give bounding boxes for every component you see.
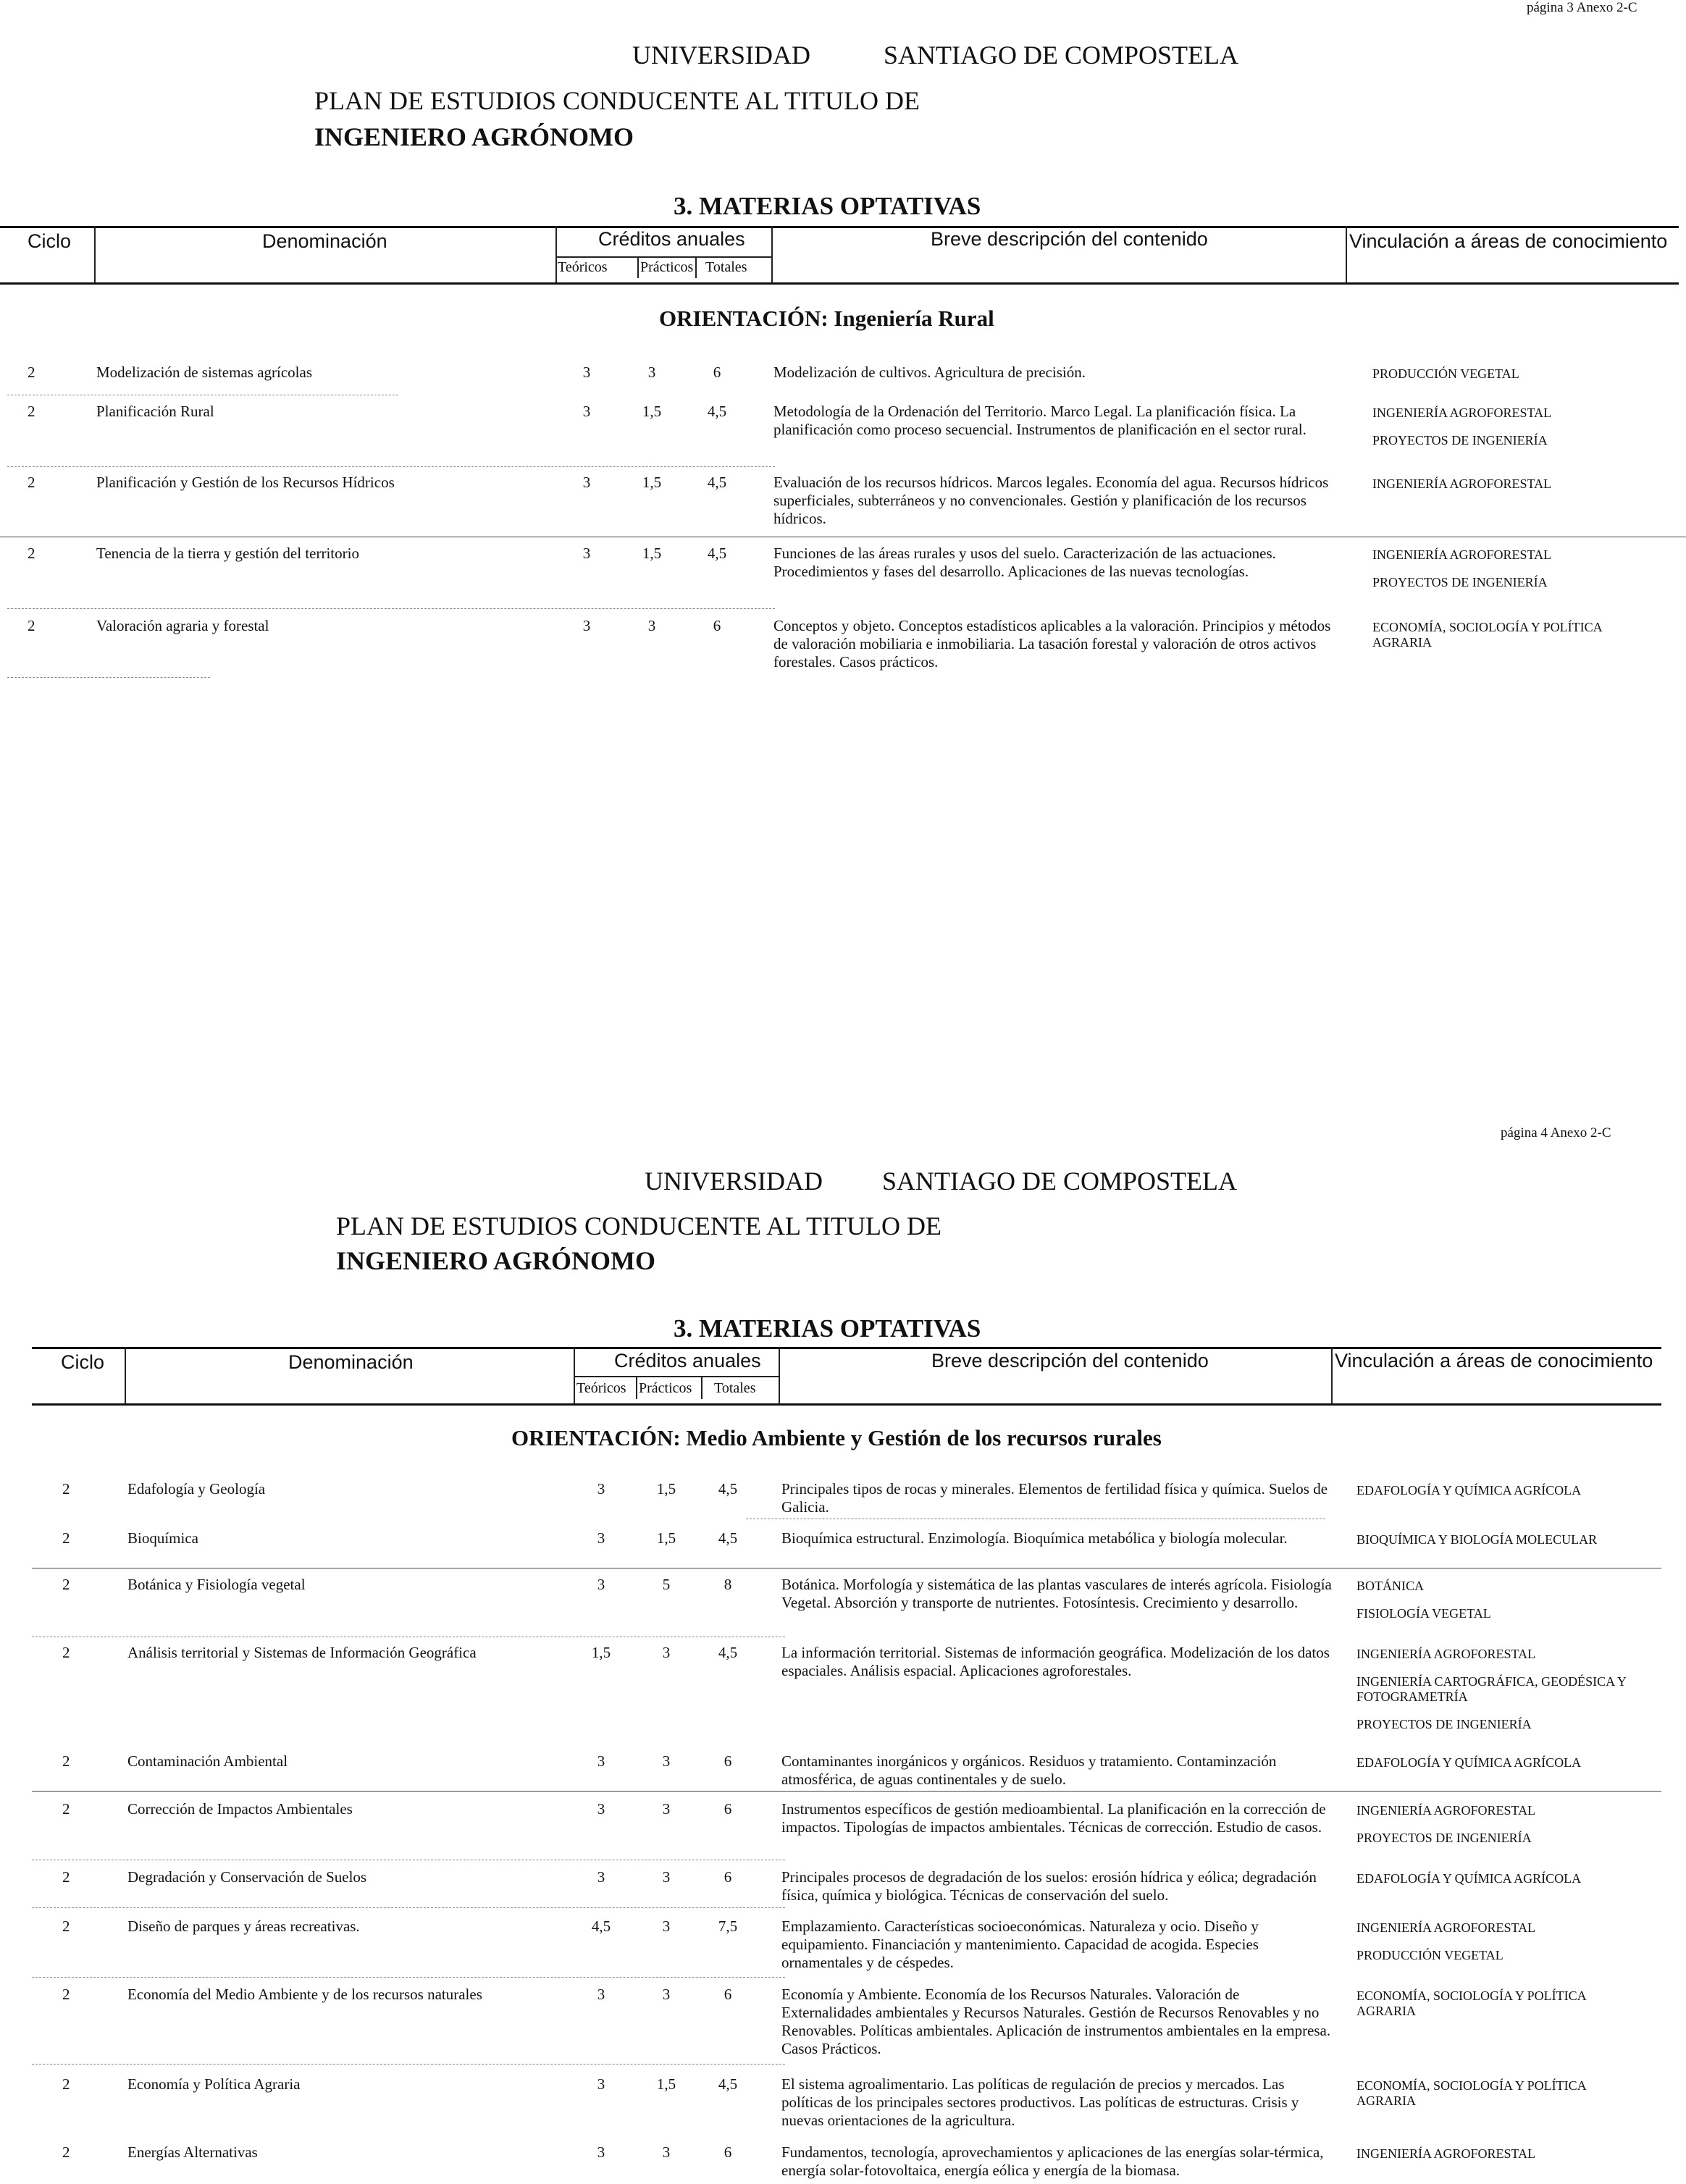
table-bottom-rule [0, 282, 1679, 285]
cell-practicos: 1,5 [642, 545, 662, 562]
area-item: PROYECTOS DE INGENIERÍA [1372, 575, 1548, 589]
cell-practicos: 5 [662, 1576, 671, 1593]
col-divider [574, 1347, 575, 1403]
cell-ciclo: 2 [28, 403, 35, 420]
cell-denominacion: Energías Alternativas [127, 2143, 258, 2161]
cell-descripcion: Evaluación de los recursos hídricos. Marcos legales. Economía del agua. Recursos hídricos superficiales, subterráneos y no convencionales. Gestión y planificación de los recursos hídricos. [773, 474, 1329, 527]
cell-teoricos: 3 [597, 1986, 605, 2003]
cell-practicos: 1,5 [656, 2075, 676, 2093]
row-divider [32, 2064, 785, 2065]
area-item: ECONOMÍA, SOCIOLOGÍA Y POLÍTICA AGRARIA [1372, 620, 1602, 650]
cell-denominacion: Diseño de parques y áreas recreativas. [127, 1918, 360, 1935]
cell-teoricos: 3 [597, 1752, 605, 1770]
cell-denominacion: Valoración agraria y forestal [96, 617, 269, 634]
plan-line: PLAN DE ESTUDIOS CONDUCENTE AL TITULO DE [336, 1211, 941, 1240]
cell-totales: 4,5 [718, 2075, 738, 2093]
cell-areas [1356, 1803, 1646, 1858]
header-vinculacion: Vinculación a áreas de conocimiento [1349, 230, 1668, 252]
credits-sub-rule [574, 1376, 779, 1377]
section-title: 3. MATERIAS OPTATIVAS [674, 1314, 981, 1343]
area-item: INGENIERÍA AGROFORESTAL [1356, 1803, 1536, 1818]
area-item: EDAFOLOGÍA Y QUÍMICA AGRÍCOLA [1356, 1871, 1582, 1886]
cell-areas [1356, 1579, 1646, 1634]
area-item: ECONOMÍA, SOCIOLOGÍA Y POLÍTICA AGRARIA [1356, 2078, 1586, 2108]
cell-descripcion: Economía y Ambiente. Economía de los Recursos Naturales. Valoración de Externalidades ambientales y Recursos Naturales. Gestión de Recursos Renovables y no Renovables. Políticas ambientales. Aplicación de instrumentos ambientales en la empresa. Casos Prácticos. [781, 1986, 1331, 2057]
col-divider [771, 226, 773, 282]
cell-areas [1356, 1871, 1646, 1899]
cell-denominacion: Análisis territorial y Sistemas de Información Geográfica [127, 1644, 477, 1661]
cell-ciclo: 2 [62, 1480, 70, 1498]
col-divider [125, 1347, 126, 1403]
cell-denominacion: Economía del Medio Ambiente y de los recursos naturales [127, 1986, 482, 2003]
area-item: INGENIERÍA AGROFORESTAL [1356, 1920, 1536, 1935]
area-item: INGENIERÍA AGROFORESTAL [1372, 547, 1552, 562]
cell-totales: 4,5 [718, 1644, 738, 1661]
cell-totales: 4,5 [718, 1480, 738, 1498]
cell-areas [1372, 406, 1611, 461]
cell-ciclo: 2 [62, 1800, 70, 1818]
cell-totales: 6 [724, 1986, 732, 2003]
col-divider [1331, 1347, 1333, 1403]
cell-totales: 4,5 [718, 1529, 738, 1547]
cell-denominacion: Economía y Política Agraria [127, 2075, 301, 2093]
cell-totales: 4,5 [707, 403, 727, 420]
row-divider [7, 608, 775, 609]
page-label: página 3 Anexo 2-C [1527, 0, 1637, 15]
area-item: PROYECTOS DE INGENIERÍA [1356, 1717, 1532, 1731]
cell-descripcion: Principales tipos de rocas y minerales. Elementos de fertilidad física y química. Suelos de Galicia. [781, 1480, 1328, 1516]
cell-totales: 4,5 [707, 545, 727, 562]
cell-descripcion: Principales procesos de degradación de los suelos: erosión hídrica y eólica; degradación física, química y biológica. Técnicas de conservación del suelo. [781, 1868, 1317, 1904]
cell-teoricos: 3 [582, 403, 591, 420]
cell-denominacion: Modelización de sistemas agrícolas [96, 364, 312, 381]
cell-practicos: 1,5 [642, 403, 662, 420]
cell-ciclo: 2 [28, 364, 35, 381]
cell-descripcion: Botánica. Morfología y sistemática de las plantas vasculares de interés agrícola. Fisiología Vegetal. Absorción y transporte de nutrientes. Fotosíntesis. Crecimiento y desarrollo. [781, 1576, 1332, 1611]
area-item: INGENIERÍA AGROFORESTAL [1356, 1647, 1536, 1661]
cell-denominacion: Corrección de Impactos Ambientales [127, 1800, 353, 1818]
header-vinculacion: Vinculación a áreas de conocimiento [1335, 1350, 1653, 1372]
cell-ciclo: 2 [62, 1986, 70, 2003]
area-item: BIOQUÍMICA Y BIOLOGÍA MOLECULAR [1356, 1532, 1598, 1547]
area-item: INGENIERÍA AGROFORESTAL [1372, 476, 1552, 491]
area-item: EDAFOLOGÍA Y QUÍMICA AGRÍCOLA [1356, 1755, 1582, 1770]
cell-totales: 6 [724, 1800, 732, 1818]
area-item: PRODUCCIÓN VEGETAL [1372, 366, 1519, 381]
cell-totales: 6 [713, 364, 721, 381]
cell-ciclo: 2 [62, 1868, 70, 1886]
header-totales: Totales [705, 259, 747, 275]
col-divider [94, 226, 96, 282]
cell-totales: 6 [724, 1868, 732, 1886]
cell-ciclo: 2 [62, 1644, 70, 1661]
cell-ciclo: 2 [62, 1918, 70, 1935]
university-label: UNIVERSIDAD [645, 1167, 823, 1196]
area-item: PRODUCCIÓN VEGETAL [1356, 1948, 1503, 1962]
row-divider [7, 677, 210, 678]
cell-descripcion: Instrumentos específicos de gestión medioambiental. La planificación en la corrección de impactos. Tipologías de impactos ambientales. Técnicas de corrección. Estudio de casos. [781, 1800, 1326, 1836]
cell-teoricos: 3 [597, 1868, 605, 1886]
cell-ciclo: 2 [62, 2143, 70, 2161]
cell-practicos: 3 [662, 1800, 671, 1818]
cell-descripcion: Funciones de las áreas rurales y usos del suelo. Caracterización de las actuaciones. Procedimientos y fases del desarrollo. Aplicaciones de las nuevas tecnologías. [773, 545, 1276, 580]
row-divider [32, 1791, 1661, 1792]
credits-sub-rule [555, 256, 771, 258]
cell-areas [1372, 620, 1611, 663]
cell-teoricos: 3 [597, 2143, 605, 2161]
col-divider [701, 1376, 702, 1399]
cell-descripcion: Fundamentos, tecnología, aprovechamientos y aplicaciones de las energías solar-térmica, energía solar-fotovoltaica, energía eólica y energía de la biomasa. [781, 2143, 1324, 2179]
cell-denominacion: Edafología y Geología [127, 1480, 266, 1498]
cell-teoricos: 3 [597, 2075, 605, 2093]
cell-practicos: 3 [662, 1752, 671, 1770]
area-item: ECONOMÍA, SOCIOLOGÍA Y POLÍTICA AGRARIA [1356, 1988, 1586, 2018]
area-item: INGENIERÍA AGROFORESTAL [1372, 406, 1552, 420]
cell-descripcion: Conceptos y objeto. Conceptos estadísticos aplicables a la valoración. Principios y métodos de valoración mobiliaria e inmobiliaria. La tasación forestal y valoración de otros activos forestales. Casos prácticos. [773, 617, 1331, 671]
cell-ciclo: 2 [62, 1576, 70, 1593]
cell-teoricos: 3 [582, 545, 591, 562]
cell-teoricos: 4,5 [591, 1918, 611, 1935]
header-descripcion: Breve descripción del contenido [931, 228, 1208, 250]
cell-ciclo: 2 [28, 474, 35, 491]
cell-denominacion: Planificación Rural [96, 403, 214, 420]
header-denominacion: Denominación [288, 1351, 414, 1373]
cell-teoricos: 3 [582, 474, 591, 491]
area-item: BOTÁNICA [1356, 1579, 1424, 1593]
cell-totales: 7,5 [718, 1918, 738, 1935]
row-divider [32, 1907, 785, 1908]
header-denominacion: Denominación [262, 230, 387, 252]
cell-practicos: 3 [647, 364, 656, 381]
col-divider [779, 1347, 780, 1403]
section-title: 3. MATERIAS OPTATIVAS [674, 192, 981, 220]
header-descripcion: Breve descripción del contenido [931, 1350, 1209, 1372]
cell-denominacion: Contaminación Ambiental [127, 1752, 288, 1770]
cell-descripcion: Bioquímica estructural. Enzimología. Bioquímica metabólica y biología molecular. [781, 1529, 1288, 1547]
cell-practicos: 3 [662, 1986, 671, 2003]
cell-areas [1372, 476, 1611, 504]
header-teoricos: Teóricos [558, 259, 608, 275]
area-item: EDAFOLOGÍA Y QUÍMICA AGRÍCOLA [1356, 1483, 1582, 1498]
row-divider [7, 466, 775, 467]
cell-areas [1356, 1988, 1646, 2031]
cell-descripcion: El sistema agroalimentario. Las políticas de regulación de precios y mercados. Las políticas de los principales sectores productivos. Las políticas de estructuras. Crisis y nuevas orientaciones de la agricultura. [781, 2075, 1299, 2129]
cell-descripcion: Modelización de cultivos. Agricultura de precisión. [773, 364, 1086, 381]
cell-ciclo: 2 [62, 2075, 70, 2093]
cell-totales: 6 [724, 2143, 732, 2161]
university-name: SANTIAGO DE COMPOSTELA [884, 41, 1239, 70]
area-item: PROYECTOS DE INGENIERÍA [1372, 433, 1548, 448]
cell-areas [1356, 1647, 1646, 1744]
university-name: SANTIAGO DE COMPOSTELA [882, 1167, 1238, 1196]
cell-practicos: 1,5 [656, 1529, 676, 1547]
degree-title: INGENIERO AGRÓNOMO [336, 1246, 656, 1275]
university-label: UNIVERSIDAD [632, 41, 810, 70]
area-item: INGENIERÍA AGROFORESTAL [1356, 2146, 1536, 2161]
cell-totales: 6 [713, 617, 721, 634]
cell-denominacion: Bioquímica [127, 1529, 198, 1547]
cell-teoricos: 1,5 [591, 1644, 611, 1661]
table-top-rule [32, 1347, 1661, 1349]
cell-practicos: 3 [647, 617, 656, 634]
cell-denominacion: Planificación y Gestión de los Recursos Hídricos [96, 474, 395, 491]
header-practicos: Prácticos [639, 1380, 692, 1396]
header-creditos: Créditos anuales [614, 1350, 761, 1372]
cell-areas [1372, 366, 1611, 394]
cell-totales: 6 [724, 1752, 732, 1770]
cell-denominacion: Degradación y Conservación de Suelos [127, 1868, 367, 1886]
header-practicos: Prácticos [640, 259, 694, 275]
cell-practicos: 3 [662, 1918, 671, 1935]
cell-areas [1372, 547, 1611, 602]
col-divider [695, 256, 697, 278]
row-divider [32, 1977, 785, 1978]
col-divider [1346, 226, 1347, 282]
header-creditos: Créditos anuales [598, 228, 745, 250]
header-totales: Totales [714, 1380, 756, 1396]
cell-practicos: 3 [662, 1644, 671, 1661]
cell-ciclo: 2 [28, 617, 35, 634]
col-divider [636, 1376, 637, 1399]
cell-descripcion: Emplazamiento. Características socioeconómicas. Naturaleza y ocio. Diseño y equipamiento. Financiación y mantenimiento. Capacidad de acogida. Especies ornamentales y de céspedes. [781, 1918, 1259, 1971]
orientation-title: ORIENTACIÓN: Medio Ambiente y Gestión de los recursos rurales [511, 1425, 1162, 1450]
area-item: PROYECTOS DE INGENIERÍA [1356, 1831, 1532, 1845]
cell-descripcion: Metodología de la Ordenación del Territorio. Marco Legal. La planificación física. La planificación como proceso secuencial. Instrumentos de planificación en el sector rural. [773, 403, 1307, 438]
header-teoricos: Teóricos [576, 1380, 626, 1396]
cell-practicos: 3 [662, 1868, 671, 1886]
cell-teoricos: 3 [597, 1529, 605, 1547]
cell-totales: 8 [724, 1576, 732, 1593]
cell-areas [1356, 1483, 1646, 1511]
cell-descripcion: La información territorial. Sistemas de información geográfica. Modelización de los datos espaciales. Análisis espacial. Aplicaciones agroforestales. [781, 1644, 1330, 1679]
area-item: INGENIERÍA CARTOGRÁFICA, GEODÉSICA Y FOTOGRAMETRÍA [1356, 1674, 1627, 1704]
degree-title: INGENIERO AGRÓNOMO [314, 122, 634, 151]
col-divider [555, 226, 557, 282]
cell-denominacion: Botánica y Fisiología vegetal [127, 1576, 306, 1593]
col-divider [637, 256, 639, 278]
cell-areas [1356, 1920, 1646, 1975]
page-label: página 4 Anexo 2-C [1501, 1125, 1611, 1141]
cell-teoricos: 3 [597, 1576, 605, 1593]
cell-areas [1356, 2146, 1646, 2174]
cell-areas [1356, 2078, 1646, 2121]
header-ciclo: Ciclo [28, 230, 72, 252]
table-bottom-rule [32, 1403, 1661, 1406]
header-ciclo: Ciclo [61, 1351, 105, 1373]
cell-ciclo: 2 [62, 1529, 70, 1547]
cell-areas [1356, 1532, 1646, 1560]
orientation-title: ORIENTACIÓN: Ingeniería Rural [659, 306, 994, 331]
cell-totales: 4,5 [707, 474, 727, 491]
cell-ciclo: 2 [62, 1752, 70, 1770]
cell-descripcion: Contaminantes inorgánicos y orgánicos. Residuos y tratamiento. Contaminzación atmosférica, de aguas continentales y de suelo. [781, 1752, 1277, 1788]
cell-teoricos: 3 [582, 617, 591, 634]
table-top-rule [0, 226, 1679, 228]
cell-teoricos: 3 [582, 364, 591, 381]
cell-teoricos: 3 [597, 1800, 605, 1818]
cell-denominacion: Tenencia de la tierra y gestión del territorio [96, 545, 359, 562]
plan-line: PLAN DE ESTUDIOS CONDUCENTE AL TITULO DE [314, 86, 920, 115]
cell-ciclo: 2 [28, 545, 35, 562]
cell-areas [1356, 1755, 1646, 1783]
cell-practicos: 3 [662, 2143, 671, 2161]
cell-practicos: 1,5 [656, 1480, 676, 1498]
cell-practicos: 1,5 [642, 474, 662, 491]
area-item: FISIOLOGÍA VEGETAL [1356, 1606, 1491, 1621]
cell-teoricos: 3 [597, 1480, 605, 1498]
